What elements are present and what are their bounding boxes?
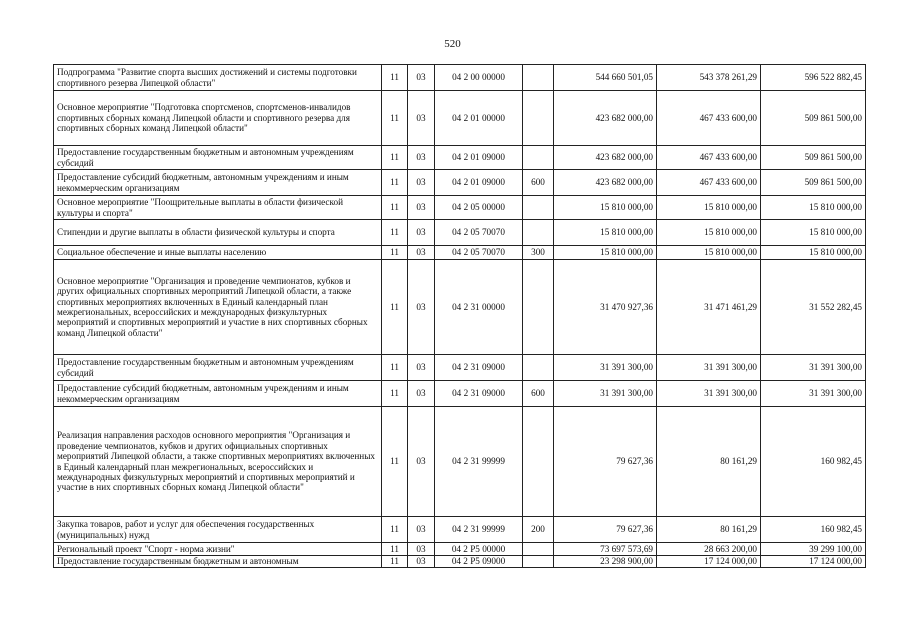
target-article-cell: 04 2 05 70070 xyxy=(435,246,523,260)
row-name-cell: Стипендии и другие выплаты в области физической культуры и спорта xyxy=(54,220,382,246)
subsection-code-cell: 03 xyxy=(408,196,435,220)
target-article-cell: 04 2 31 99999 xyxy=(435,517,523,543)
section-code-cell: 11 xyxy=(382,196,408,220)
amount-year-3-cell: 31 391 300,00 xyxy=(761,381,866,407)
target-article-cell: 04 2 05 70070 xyxy=(435,220,523,246)
subsection-code-cell: 03 xyxy=(408,91,435,146)
section-code-cell: 11 xyxy=(382,170,408,196)
row-name-cell: Основное мероприятие "Подготовка спортсменов, спортсменов-инвалидов спортивных сборных команд Липецкой области и спортивного резерва для спортивных сборных команд Липецкой области" xyxy=(54,91,382,146)
expense-type-cell xyxy=(523,146,554,170)
target-article-cell: 04 2 01 00000 xyxy=(435,91,523,146)
table-row xyxy=(54,517,866,543)
section-code-cell: 11 xyxy=(382,355,408,381)
subsection-code-cell: 03 xyxy=(408,220,435,246)
expense-type-cell xyxy=(523,543,554,556)
subsection-code-cell: 03 xyxy=(408,381,435,407)
target-article-cell: 04 2 31 99999 xyxy=(435,407,523,517)
expense-type-cell: 300 xyxy=(523,246,554,260)
budget-table xyxy=(53,64,866,568)
section-code-cell: 11 xyxy=(382,517,408,543)
expense-type-cell xyxy=(523,196,554,220)
row-name-cell: Предоставление субсидий бюджетным, автономным учреждениям и иным некоммерческим организациям xyxy=(54,381,382,407)
section-code-cell: 11 xyxy=(382,146,408,170)
table-row xyxy=(54,146,866,170)
amount-year-3-cell: 509 861 500,00 xyxy=(761,170,866,196)
target-article-cell: 04 2 01 09000 xyxy=(435,170,523,196)
section-code-cell: 11 xyxy=(382,543,408,556)
amount-year-1-cell: 423 682 000,00 xyxy=(554,91,657,146)
amount-year-3-cell: 596 522 882,45 xyxy=(761,65,866,91)
section-code-cell: 11 xyxy=(382,65,408,91)
amount-year-1-cell: 79 627,36 xyxy=(554,517,657,543)
amount-year-2-cell: 467 433 600,00 xyxy=(657,146,761,170)
row-name-cell: Предоставление государственным бюджетным и автономным учреждениям субсидий xyxy=(54,146,382,170)
row-name-cell: Социальное обеспечение и иные выплаты населению xyxy=(54,246,382,260)
target-article-cell: 04 2 31 09000 xyxy=(435,381,523,407)
table-row xyxy=(54,91,866,146)
target-article-cell: 04 2 P5 09000 xyxy=(435,556,523,568)
subsection-code-cell: 03 xyxy=(408,355,435,381)
section-code-cell: 11 xyxy=(382,556,408,568)
amount-year-2-cell: 31 391 300,00 xyxy=(657,355,761,381)
amount-year-1-cell: 15 810 000,00 xyxy=(554,220,657,246)
table-row xyxy=(54,246,866,260)
amount-year-2-cell: 467 433 600,00 xyxy=(657,170,761,196)
row-name-cell: Предоставление государственным бюджетным и автономным учреждениям субсидий xyxy=(54,355,382,381)
row-name-cell: Подпрограмма "Развитие спорта высших достижений и системы подготовки спортивного резерва Липецкой области" xyxy=(54,65,382,91)
amount-year-2-cell: 80 161,29 xyxy=(657,517,761,543)
table-row xyxy=(54,170,866,196)
section-code-cell: 11 xyxy=(382,220,408,246)
amount-year-3-cell: 39 299 100,00 xyxy=(761,543,866,556)
subsection-code-cell: 03 xyxy=(408,407,435,517)
amount-year-1-cell: 15 810 000,00 xyxy=(554,196,657,220)
target-article-cell: 04 2 31 00000 xyxy=(435,260,523,355)
target-article-cell: 04 2 00 00000 xyxy=(435,65,523,91)
section-code-cell: 11 xyxy=(382,246,408,260)
table-row xyxy=(54,355,866,381)
expense-type-cell xyxy=(523,407,554,517)
amount-year-2-cell: 543 378 261,29 xyxy=(657,65,761,91)
subsection-code-cell: 03 xyxy=(408,146,435,170)
subsection-code-cell: 03 xyxy=(408,246,435,260)
row-name-cell: Предоставление государственным бюджетным и автономным xyxy=(54,556,382,568)
amount-year-2-cell: 15 810 000,00 xyxy=(657,246,761,260)
expense-type-cell xyxy=(523,91,554,146)
table-row xyxy=(54,543,866,556)
amount-year-3-cell: 509 861 500,00 xyxy=(761,146,866,170)
amount-year-3-cell: 160 982,45 xyxy=(761,407,866,517)
amount-year-1-cell: 23 298 900,00 xyxy=(554,556,657,568)
amount-year-1-cell: 79 627,36 xyxy=(554,407,657,517)
section-code-cell: 11 xyxy=(382,407,408,517)
row-name-cell: Предоставление субсидий бюджетным, автономным учреждениям и иным некоммерческим организациям xyxy=(54,170,382,196)
row-name-cell: Основное мероприятие "Поощрительные выплаты в области физической культуры и спорта" xyxy=(54,196,382,220)
amount-year-1-cell: 31 470 927,36 xyxy=(554,260,657,355)
row-name-cell: Закупка товаров, работ и услуг для обеспечения государственных (муниципальных) нужд xyxy=(54,517,382,543)
table-row xyxy=(54,220,866,246)
amount-year-2-cell: 31 471 461,29 xyxy=(657,260,761,355)
expense-type-cell: 600 xyxy=(523,170,554,196)
expense-type-cell xyxy=(523,220,554,246)
subsection-code-cell: 03 xyxy=(408,517,435,543)
table-row xyxy=(54,556,866,568)
amount-year-1-cell: 544 660 501,05 xyxy=(554,65,657,91)
row-name-cell: Региональный проект "Спорт - норма жизни" xyxy=(54,543,382,556)
section-code-cell: 11 xyxy=(382,91,408,146)
amount-year-3-cell: 31 552 282,45 xyxy=(761,260,866,355)
expense-type-cell xyxy=(523,556,554,568)
amount-year-3-cell: 17 124 000,00 xyxy=(761,556,866,568)
table-row xyxy=(54,407,866,517)
amount-year-3-cell: 15 810 000,00 xyxy=(761,246,866,260)
amount-year-3-cell: 15 810 000,00 xyxy=(761,220,866,246)
subsection-code-cell: 03 xyxy=(408,260,435,355)
section-code-cell: 11 xyxy=(382,260,408,355)
amount-year-2-cell: 467 433 600,00 xyxy=(657,91,761,146)
subsection-code-cell: 03 xyxy=(408,556,435,568)
row-name-cell: Реализация направления расходов основного мероприятия "Организация и проведение чемпионатов, кубков и других официальных спортивных мероприятий Липецкой области, а также спортивных мероприятиях включенных в Единый календарный план межрегиональных, всероссийских и международных физкультурных мероприятий и спортивных мероприятий и участие в них спортивных сборных команд Липецкой области" xyxy=(54,407,382,517)
amount-year-1-cell: 73 697 573,69 xyxy=(554,543,657,556)
table-row xyxy=(54,381,866,407)
expense-type-cell xyxy=(523,260,554,355)
amount-year-1-cell: 423 682 000,00 xyxy=(554,170,657,196)
amount-year-3-cell: 15 810 000,00 xyxy=(761,196,866,220)
amount-year-3-cell: 31 391 300,00 xyxy=(761,355,866,381)
amount-year-3-cell: 160 982,45 xyxy=(761,517,866,543)
table-body xyxy=(54,65,866,568)
expense-type-cell xyxy=(523,355,554,381)
subsection-code-cell: 03 xyxy=(408,170,435,196)
subsection-code-cell: 03 xyxy=(408,65,435,91)
amount-year-2-cell: 15 810 000,00 xyxy=(657,220,761,246)
amount-year-3-cell: 509 861 500,00 xyxy=(761,91,866,146)
subsection-code-cell: 03 xyxy=(408,543,435,556)
table-row xyxy=(54,65,866,91)
target-article-cell: 04 2 01 09000 xyxy=(435,146,523,170)
amount-year-1-cell: 15 810 000,00 xyxy=(554,246,657,260)
amount-year-2-cell: 15 810 000,00 xyxy=(657,196,761,220)
table-row xyxy=(54,196,866,220)
target-article-cell: 04 2 31 09000 xyxy=(435,355,523,381)
table-row xyxy=(54,260,866,355)
amount-year-2-cell: 28 663 200,00 xyxy=(657,543,761,556)
section-code-cell: 11 xyxy=(382,381,408,407)
target-article-cell: 04 2 P5 00000 xyxy=(435,543,523,556)
target-article-cell: 04 2 05 00000 xyxy=(435,196,523,220)
amount-year-2-cell: 31 391 300,00 xyxy=(657,381,761,407)
expense-type-cell xyxy=(523,65,554,91)
expense-type-cell: 600 xyxy=(523,381,554,407)
amount-year-2-cell: 80 161,29 xyxy=(657,407,761,517)
amount-year-2-cell: 17 124 000,00 xyxy=(657,556,761,568)
amount-year-1-cell: 423 682 000,00 xyxy=(554,146,657,170)
page-number: 520 xyxy=(444,38,461,50)
expense-type-cell: 200 xyxy=(523,517,554,543)
amount-year-1-cell: 31 391 300,00 xyxy=(554,381,657,407)
row-name-cell: Основное мероприятие "Организация и проведение чемпионатов, кубков и других официальных спортивных мероприятий Липецкой области, а также спортивных мероприятиях включенных в Единый календарный план межрегиональных, всероссийских и международных физкультурных мероприятий и спортивных мероприятий и участие в них спортивных сборных команд Липецкой области" xyxy=(54,260,382,355)
amount-year-1-cell: 31 391 300,00 xyxy=(554,355,657,381)
